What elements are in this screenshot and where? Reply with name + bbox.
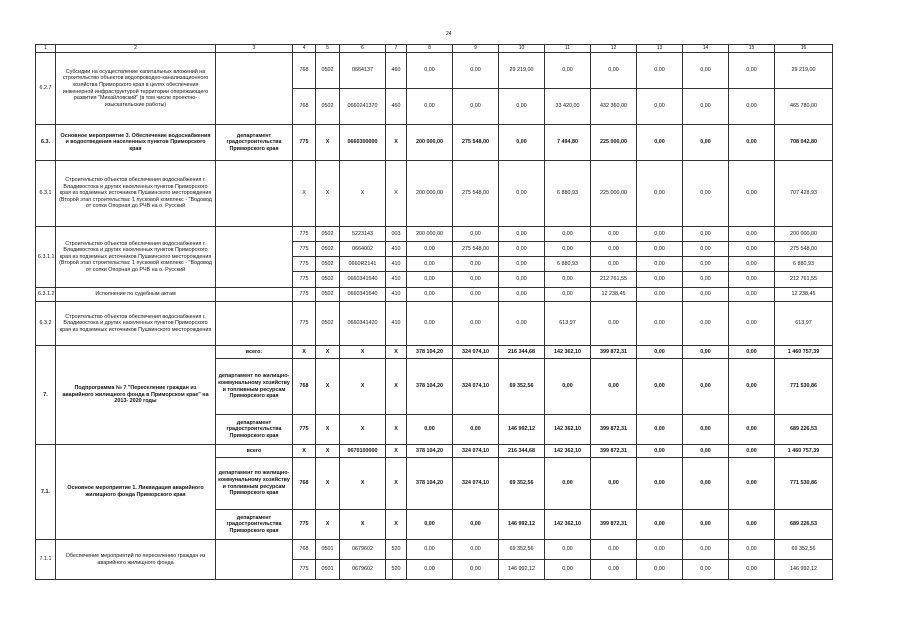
table-cell: 216 344,68: [499, 445, 545, 458]
column-number-header: 10: [499, 45, 545, 53]
table-cell: 275 548,00: [453, 161, 499, 227]
table-cell: X: [316, 346, 340, 359]
table-cell: 0,00: [453, 540, 499, 560]
table-cell: 200 000,00: [407, 161, 453, 227]
table-cell: 0,00: [453, 272, 499, 288]
table-cell: 324 074,10: [453, 445, 499, 458]
table-cell: 324 074,10: [453, 359, 499, 415]
table-cell: 0,00: [637, 302, 683, 346]
table-cell: 12 238,45: [591, 288, 637, 302]
table-cell: 0,00: [683, 415, 729, 445]
table-cell: [216, 540, 293, 580]
table-cell: 275 548,00: [453, 242, 499, 257]
table-cell: 324 074,10: [453, 346, 499, 359]
table-cell: 212 761,55: [591, 272, 637, 288]
table-cell: X: [293, 445, 316, 458]
page-number: 24: [446, 31, 452, 37]
table-cell: 0,00: [683, 272, 729, 288]
table-cell: 0,00: [683, 125, 729, 161]
table-cell: 0660300000: [340, 125, 386, 161]
table-cell: 0,00: [683, 510, 729, 540]
table-cell: 399 872,31: [591, 445, 637, 458]
table-cell: 0,00: [637, 510, 683, 540]
table-cell: 410: [386, 257, 407, 272]
item-name-cell: Субсидии на осуществление капитальных вложений на строительство объектов водопроводно-канализационного хозяйства Приморского края в целях обеспечения инженерной инфраструктурой территории опережающего развития "Михайловский" (в том числе проектно-изыскательские работы): [56, 53, 216, 125]
table-cell: 6.3.1.1: [36, 227, 56, 288]
table-cell: 0,00: [453, 89, 499, 125]
table-row: [36, 227, 833, 242]
table-cell: 707 428,93: [775, 161, 833, 227]
table-cell: [216, 302, 293, 346]
item-name-cell: Основное мероприятие 1. Ликвидация аварийного жилищного фонда Приморского края: [56, 445, 216, 540]
table-cell: 0502: [316, 257, 340, 272]
table-cell: 29 219,00: [499, 53, 545, 89]
table-cell: 0,00: [453, 227, 499, 242]
table-cell: 003: [386, 227, 407, 242]
table-cell: 0,00: [683, 302, 729, 346]
table-cell: 768: [293, 53, 316, 89]
table-cell: 0,00: [453, 53, 499, 89]
table-cell: X: [293, 161, 316, 227]
table-cell: 0,00: [499, 161, 545, 227]
table-cell: 775: [293, 227, 316, 242]
table-cell: 0,00: [545, 272, 591, 288]
table-cell: 0501: [316, 540, 340, 560]
table-cell: 0660R2141: [340, 257, 386, 272]
table-body: [36, 45, 833, 580]
table-cell: департамент градостроительства Приморского края: [216, 125, 293, 161]
table-cell: 0,00: [683, 560, 729, 580]
item-name-cell: Строительство объектов обеспечения водоснабжения г. Владивостока и других населенных пунктов Приморского края из подземных источников Пушкинского месторождения: [56, 302, 216, 346]
table-cell: 775: [293, 242, 316, 257]
table-cell: 0664137: [340, 53, 386, 89]
table-cell: 0,00: [407, 415, 453, 445]
table-cell: X: [316, 359, 340, 415]
table-cell: 775: [293, 288, 316, 302]
table-cell: 460: [386, 89, 407, 125]
table-cell: 0,00: [499, 227, 545, 242]
table-cell: 0,00: [729, 458, 775, 510]
table-cell: 0,00: [637, 458, 683, 510]
table-cell: 0,00: [729, 125, 775, 161]
table-cell: 0502: [316, 272, 340, 288]
table-cell: 0,00: [683, 346, 729, 359]
table-cell: 0,00: [407, 272, 453, 288]
table-cell: 689 226,53: [775, 415, 833, 445]
table-cell: 410: [386, 302, 407, 346]
table-cell: 0,00: [729, 560, 775, 580]
table-cell: 7.1.1: [36, 540, 56, 580]
table-cell: 69 352,56: [499, 359, 545, 415]
item-name-cell: Обеспечение мероприятий по переселению граждан из аварийного жилищного фонда: [56, 540, 216, 580]
table-cell: 5223143: [340, 227, 386, 242]
table-cell: 708 042,80: [775, 125, 833, 161]
table-cell: 0,00: [499, 288, 545, 302]
table-cell: X: [340, 161, 386, 227]
table-cell: 0,00: [407, 510, 453, 540]
table-cell: 6.2.7: [36, 53, 56, 125]
table-cell: 0,00: [407, 89, 453, 125]
table-cell: 399 872,31: [591, 415, 637, 445]
table-cell: 520: [386, 560, 407, 580]
table-cell: X: [386, 415, 407, 445]
table-cell: 0,00: [729, 242, 775, 257]
table-row: [36, 445, 833, 458]
table-cell: X: [316, 125, 340, 161]
table-cell: 0,00: [637, 415, 683, 445]
column-number-header: 7: [386, 45, 407, 53]
table-cell: 0,00: [683, 53, 729, 89]
table-cell: 771 530,86: [775, 359, 833, 415]
table-cell: 324 074,10: [453, 458, 499, 510]
table-cell: 225 000,00: [591, 125, 637, 161]
table-cell: 0,00: [407, 53, 453, 89]
table-cell: 0,00: [499, 302, 545, 346]
table-cell: 0,00: [729, 272, 775, 288]
table-cell: 146 992,12: [499, 560, 545, 580]
table-cell: 0660341420: [340, 302, 386, 346]
table-cell: 7 494,80: [545, 125, 591, 161]
table-cell: X: [340, 510, 386, 540]
table-cell: 0,00: [637, 89, 683, 125]
column-number-header: 2: [56, 45, 216, 53]
table-cell: 771 530,86: [775, 458, 833, 510]
table-cell: 6 880,93: [775, 257, 833, 272]
table-cell: 146 992,12: [499, 415, 545, 445]
table-cell: 6 880,93: [545, 257, 591, 272]
table-cell: 0,00: [499, 242, 545, 257]
table-cell: 0,00: [453, 510, 499, 540]
table-cell: 0,00: [637, 257, 683, 272]
table-cell: 378 104,20: [407, 458, 453, 510]
table-cell: 775: [293, 415, 316, 445]
table-cell: 0,00: [545, 242, 591, 257]
table-cell: 69 352,56: [499, 458, 545, 510]
table-cell: [216, 227, 293, 288]
table-cell: 69 352,56: [499, 540, 545, 560]
table-cell: 7.1.: [36, 445, 56, 540]
table-cell: X: [340, 359, 386, 415]
column-number-header: 4: [293, 45, 316, 53]
table-cell: 0,00: [407, 288, 453, 302]
table-cell: 1 460 757,39: [775, 346, 833, 359]
table-cell: 275 548,00: [453, 125, 499, 161]
table-cell: 0,00: [453, 415, 499, 445]
table-cell: 69 352,56: [775, 540, 833, 560]
table-cell: X: [386, 346, 407, 359]
table-cell: 225 000,00: [591, 161, 637, 227]
table-cell: 142 362,10: [545, 415, 591, 445]
table-cell: 0,00: [453, 560, 499, 580]
table-cell: 0502: [316, 302, 340, 346]
table-cell: 0,00: [407, 242, 453, 257]
table-cell: 0,00: [499, 272, 545, 288]
table-cell: 378 104,20: [407, 346, 453, 359]
table-cell: 0660241370: [340, 89, 386, 125]
table-cell: 0,00: [637, 161, 683, 227]
table-cell: X: [386, 125, 407, 161]
table-cell: 0502: [316, 53, 340, 89]
table-cell: 0,00: [683, 227, 729, 242]
table-row: [36, 288, 833, 302]
table-cell: 0,00: [637, 53, 683, 89]
table-cell: 33 420,00: [545, 89, 591, 125]
table-cell: 410: [386, 242, 407, 257]
table-cell: 0670100000: [340, 445, 386, 458]
table-row: [36, 346, 833, 359]
table-cell: 0,00: [591, 242, 637, 257]
table-cell: 0,00: [545, 288, 591, 302]
table-cell: 768: [293, 89, 316, 125]
column-number-header: 11: [545, 45, 591, 53]
table-cell: 0,00: [729, 227, 775, 242]
table-cell: 460: [386, 53, 407, 89]
table-cell: 0,00: [499, 257, 545, 272]
table-cell: 0502: [316, 89, 340, 125]
table-cell: 7.: [36, 346, 56, 445]
table-cell: 0,00: [729, 510, 775, 540]
column-number-header: 16: [775, 45, 833, 53]
table-cell: 775: [293, 125, 316, 161]
table-cell: 0,00: [637, 346, 683, 359]
table-cell: 613,97: [545, 302, 591, 346]
item-name-cell: Строительство объектов обеспечения водоснабжения г. Владивостока и других населенных пунктов Приморского края из подземных источников Пушкинского месторождения (Второй этап строительства: 1 пусковой комплекс - "Водовод от сопки Опорная до РЧВ на о. Русский: [56, 227, 216, 288]
table-cell: 0,00: [637, 242, 683, 257]
table-cell: X: [386, 458, 407, 510]
table-cell: 0,00: [683, 161, 729, 227]
column-number-header: 12: [591, 45, 637, 53]
table-cell: департамент градостроительства Приморского края: [216, 510, 293, 540]
column-number-header: 15: [729, 45, 775, 53]
item-name-cell: Строительство объектов обеспечения водоснабжения г. Владивостока и других населенных пунктов Приморского края из подземных источников Пушкинского месторождения (Второй этап строительства: 1 пусковой комплекс - "Водовод от сопки Опорная до РЧВ на о. Русский: [56, 161, 216, 227]
table-cell: 0,00: [591, 540, 637, 560]
table-cell: 0,00: [453, 257, 499, 272]
table-cell: 29 219,00: [775, 53, 833, 89]
table-cell: всего: [216, 445, 293, 458]
table-cell: 378 104,20: [407, 359, 453, 415]
table-cell: 0,00: [453, 288, 499, 302]
table-cell: департамент по жилищно-коммунальному хозяйству и топливным ресурсам Приморского края: [216, 458, 293, 510]
table-row: [36, 53, 833, 89]
table-cell: 0,00: [729, 359, 775, 415]
table-cell: 775: [293, 560, 316, 580]
table-cell: 200 000,00: [407, 125, 453, 161]
table-cell: 775: [293, 272, 316, 288]
table-cell: 0,00: [499, 89, 545, 125]
table-cell: 142 362,10: [545, 346, 591, 359]
table-cell: 0,00: [545, 53, 591, 89]
table-cell: 1 460 757,39: [775, 445, 833, 458]
table-cell: 0,00: [545, 227, 591, 242]
table-cell: 0679602: [340, 540, 386, 560]
table-cell: 0501: [316, 560, 340, 580]
table-cell: 0664002: [340, 242, 386, 257]
table-cell: 0660341640: [340, 272, 386, 288]
table-cell: X: [293, 346, 316, 359]
table-cell: 216 344,68: [499, 346, 545, 359]
table-cell: 0,00: [637, 272, 683, 288]
item-name-cell: Подпрограмма № 7 "Переселение граждан из аварийного жилищного фонда в Приморском крае" на 2013- 2020 годы: [56, 346, 216, 445]
table-cell: 520: [386, 540, 407, 560]
item-name-cell: Основное мероприятие 3. Обеспечение водоснабжения и водоотведения населенных пунктов Приморского края: [56, 125, 216, 161]
budget-table: [35, 44, 833, 580]
table-cell: 0,00: [729, 445, 775, 458]
table-cell: X: [386, 161, 407, 227]
table-cell: [216, 288, 293, 302]
table-cell: 0,00: [637, 560, 683, 580]
table-cell: 0,00: [683, 458, 729, 510]
table-cell: 146 992,12: [499, 510, 545, 540]
table-cell: 0,00: [729, 257, 775, 272]
table-cell: 0,00: [683, 89, 729, 125]
table-cell: 0,00: [407, 257, 453, 272]
table-cell: 0,00: [729, 89, 775, 125]
table-row: [36, 161, 833, 227]
table-cell: 0502: [316, 288, 340, 302]
table-cell: 0,00: [729, 161, 775, 227]
table-cell: 775: [293, 302, 316, 346]
table-cell: X: [316, 445, 340, 458]
table-cell: 6.3.1.2: [36, 288, 56, 302]
table-cell: 200 000,00: [775, 227, 833, 242]
table-cell: 378 104,20: [407, 445, 453, 458]
table-cell: 0,00: [637, 288, 683, 302]
table-cell: X: [340, 346, 386, 359]
table-cell: 6.3.1: [36, 161, 56, 227]
table-cell: 613,97: [775, 302, 833, 346]
table-cell: X: [340, 415, 386, 445]
column-number-header: 8: [407, 45, 453, 53]
column-number-header: 5: [316, 45, 340, 53]
table-cell: 399 872,31: [591, 510, 637, 540]
table-cell: департамент градостроительства Приморского края: [216, 415, 293, 445]
table-cell: 0,00: [729, 415, 775, 445]
table-cell: 0,00: [729, 288, 775, 302]
table-cell: 0,00: [591, 458, 637, 510]
table-cell: X: [316, 510, 340, 540]
table-cell: 0,00: [683, 288, 729, 302]
table-cell: 432 360,00: [591, 89, 637, 125]
table-cell: 212 761,55: [775, 272, 833, 288]
table-cell: 0,00: [407, 560, 453, 580]
table-cell: 0,00: [729, 540, 775, 560]
column-number-header: 3: [216, 45, 293, 53]
header-row: [36, 45, 833, 53]
table-cell: 0,00: [591, 302, 637, 346]
table-cell: 6.3.: [36, 125, 56, 161]
table-cell: 0,00: [591, 560, 637, 580]
table-cell: всего:: [216, 346, 293, 359]
table-row: [36, 302, 833, 346]
table-cell: 768: [293, 359, 316, 415]
column-number-header: 1: [36, 45, 56, 53]
table-cell: [216, 161, 293, 227]
table-cell: 0,00: [637, 125, 683, 161]
column-number-header: 13: [637, 45, 683, 53]
table-cell: 0,00: [729, 346, 775, 359]
table-cell: 0,00: [637, 540, 683, 560]
table-cell: X: [316, 415, 340, 445]
table-cell: 0,00: [545, 458, 591, 510]
column-number-header: 6: [340, 45, 386, 53]
table-cell: 410: [386, 288, 407, 302]
table-cell: X: [386, 445, 407, 458]
table-cell: 0,00: [499, 125, 545, 161]
table-cell: X: [340, 458, 386, 510]
table-cell: 410: [386, 272, 407, 288]
table-cell: 142 362,10: [545, 510, 591, 540]
table-cell: 6.3.2: [36, 302, 56, 346]
table-cell: 0679602: [340, 560, 386, 580]
table-cell: 0,00: [729, 53, 775, 89]
table-cell: 0,00: [683, 445, 729, 458]
table-cell: X: [386, 510, 407, 540]
table-cell: 0,00: [683, 257, 729, 272]
table-cell: 768: [293, 458, 316, 510]
table-cell: 6 880,93: [545, 161, 591, 227]
table-cell: 775: [293, 510, 316, 540]
table-cell: 0,00: [591, 359, 637, 415]
table-cell: 0,00: [591, 53, 637, 89]
table-cell: X: [316, 458, 340, 510]
table-cell: 768: [293, 540, 316, 560]
table-cell: 0,00: [637, 227, 683, 242]
table-cell: X: [316, 161, 340, 227]
table-cell: 0,00: [545, 540, 591, 560]
table-cell: 0,00: [545, 560, 591, 580]
table-cell: X: [386, 359, 407, 415]
table-cell: 146 992,12: [775, 560, 833, 580]
table-cell: 0502: [316, 242, 340, 257]
table-cell: 0,00: [637, 359, 683, 415]
table-cell: 0,00: [591, 227, 637, 242]
table-cell: 142 362,10: [545, 445, 591, 458]
table-cell: 0,00: [407, 302, 453, 346]
table-cell: департамент по жилищно-коммунальному хозяйству и топливным ресурсам Приморского края: [216, 359, 293, 415]
table-cell: 775: [293, 257, 316, 272]
table-cell: 275 548,00: [775, 242, 833, 257]
table-cell: [216, 53, 293, 125]
table-cell: 689 226,53: [775, 510, 833, 540]
table-cell: 200 000,00: [407, 227, 453, 242]
table-cell: 0,00: [545, 359, 591, 415]
column-number-header: 9: [453, 45, 499, 53]
table-cell: 0,00: [637, 445, 683, 458]
table-cell: 0,00: [407, 540, 453, 560]
table-cell: 465 780,00: [775, 89, 833, 125]
table-cell: 0660341640: [340, 288, 386, 302]
table-cell: 0,00: [729, 302, 775, 346]
table-cell: 12 238,45: [775, 288, 833, 302]
table-cell: 399 872,31: [591, 346, 637, 359]
table-cell: 0,00: [683, 242, 729, 257]
table-cell: 0,00: [453, 302, 499, 346]
table-cell: 0,00: [591, 257, 637, 272]
table-row: [36, 540, 833, 560]
table-cell: 0,00: [683, 540, 729, 560]
table-cell: 0,00: [683, 359, 729, 415]
item-name-cell: Исполнение по судебным актам: [56, 288, 216, 302]
table-cell: 0502: [316, 227, 340, 242]
table-row: [36, 125, 833, 161]
column-number-header: 14: [683, 45, 729, 53]
